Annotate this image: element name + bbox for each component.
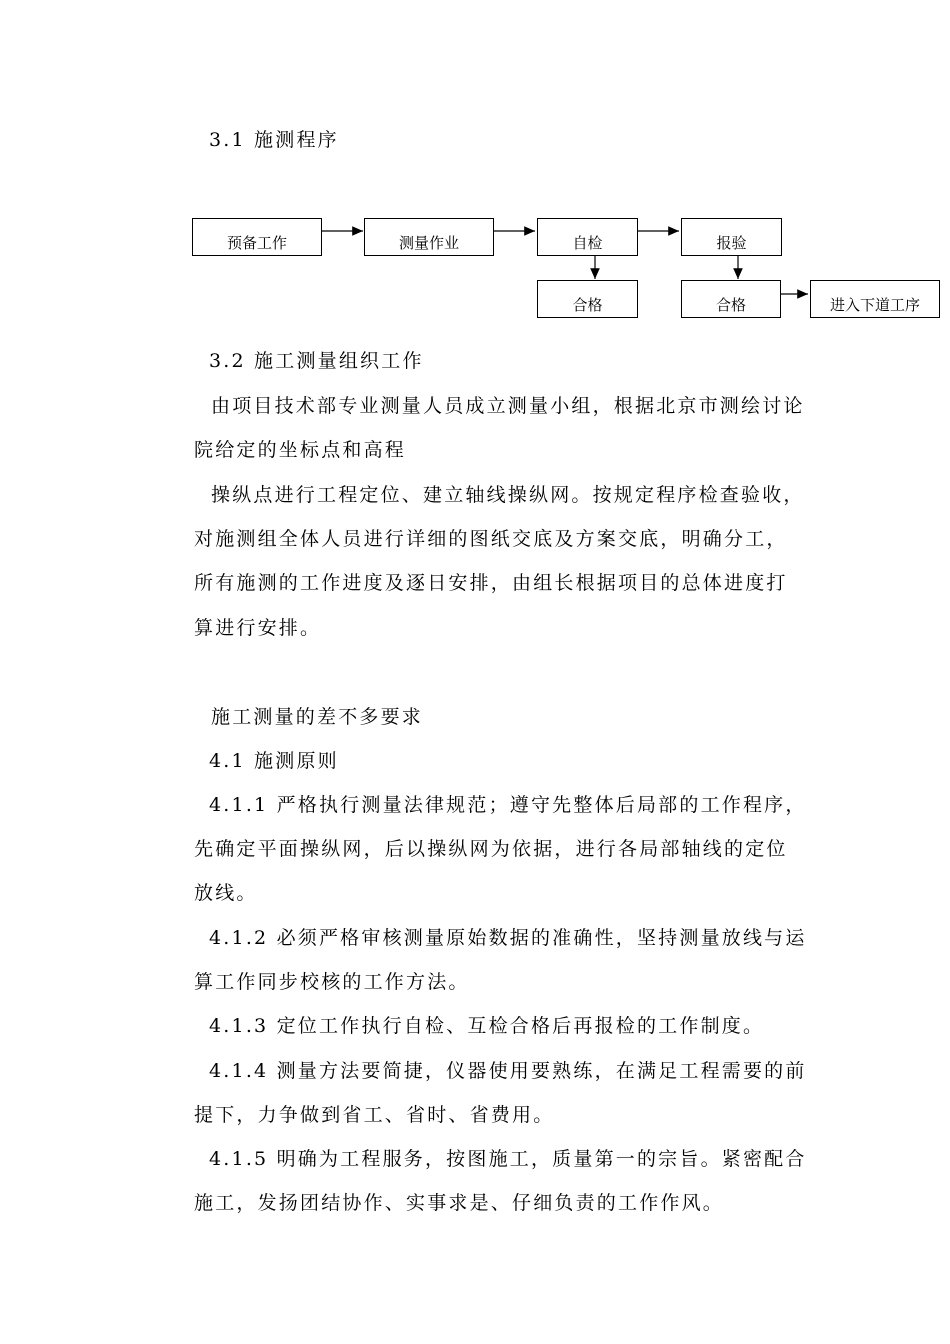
flow-box-pass-2-label: 合格: [715, 296, 746, 314]
flow-box-next-step: [810, 280, 940, 318]
clause-4-1-1-line-3: 放线。: [194, 882, 258, 904]
paragraph-3-2-line-4: 对施测组全体人员进行详细的图纸交底及方案交底，明确分工，: [194, 528, 788, 550]
flow-box-self-check-label: 自检: [572, 234, 603, 252]
clause-4-1-1-line-1: 4.1.1 严格执行测量法律规范；遵守先整体后局部的工作程序，: [209, 794, 807, 816]
section-3-2-heading: 3.2 施工测量组织工作: [209, 350, 424, 372]
flow-box-pass-2: [681, 280, 781, 318]
paragraph-3-2-line-5: 所有施测的工作进度及逐日安排，由组长根据项目的总体进度打: [194, 572, 788, 594]
clause-4-1-5-line-1: 4.1.5 明确为工程服务，按图施工，质量第一的宗旨。紧密配合: [209, 1148, 807, 1170]
paragraph-3-2-line-6: 算进行安排。: [194, 617, 322, 639]
clause-4-1-4-line-1: 4.1.4 测量方法要简捷，仪器使用要熟练，在满足工程需要的前: [209, 1060, 807, 1082]
clause-4-1-4-line-2: 提下，力争做到省工、省时、省费用。: [194, 1104, 555, 1126]
flow-box-pass-1-label: 合格: [572, 296, 603, 314]
clause-4-1-1-line-2: 先确定平面操纵网，后以操纵网为依据，进行各局部轴线的定位: [194, 838, 788, 860]
flow-box-measure-label: 测量作业: [398, 234, 459, 252]
flow-box-report-label: 报验: [716, 234, 747, 252]
paragraph-3-2-line-2: 院给定的坐标点和高程: [194, 439, 407, 461]
paragraph-3-2-line-3: 操纵点进行工程定位、建立轴线操纵网。按规定程序检查验收，: [211, 484, 805, 506]
clause-4-1-3-line-1: 4.1.3 定位工作执行自检、互检合格后再报检的工作制度。: [209, 1015, 765, 1037]
flow-box-measure: [364, 218, 494, 256]
section-3-1-heading: 3.1 施测程序: [209, 129, 339, 151]
flow-box-pass-1: [537, 280, 638, 318]
flow-box-report: [681, 218, 782, 256]
section-4-heading: 施工测量的差不多要求: [211, 706, 424, 728]
flow-box-prepare-label: 预备工作: [226, 234, 287, 252]
flow-box-next-step-label: 进入下道工序: [829, 296, 920, 314]
clause-4-1-2-line-1: 4.1.2 必须严格审核测量原始数据的准确性，坚持测量放线与运: [209, 927, 807, 949]
clause-4-1-5-line-2: 施工，发扬团结协作、实事求是、仔细负责的工作作风。: [194, 1192, 725, 1214]
clause-4-1-2-line-2: 算工作同步校核的工作方法。: [194, 971, 470, 993]
flow-box-self-check: [537, 218, 638, 256]
flow-box-prepare: [192, 218, 322, 256]
flowchart-arrows: [0, 0, 950, 340]
paragraph-3-2-line-1: 由项目技术部专业测量人员成立测量小组，根据北京市测绘讨论: [211, 395, 805, 417]
section-4-1-heading: 4.1 施测原则: [209, 750, 339, 772]
